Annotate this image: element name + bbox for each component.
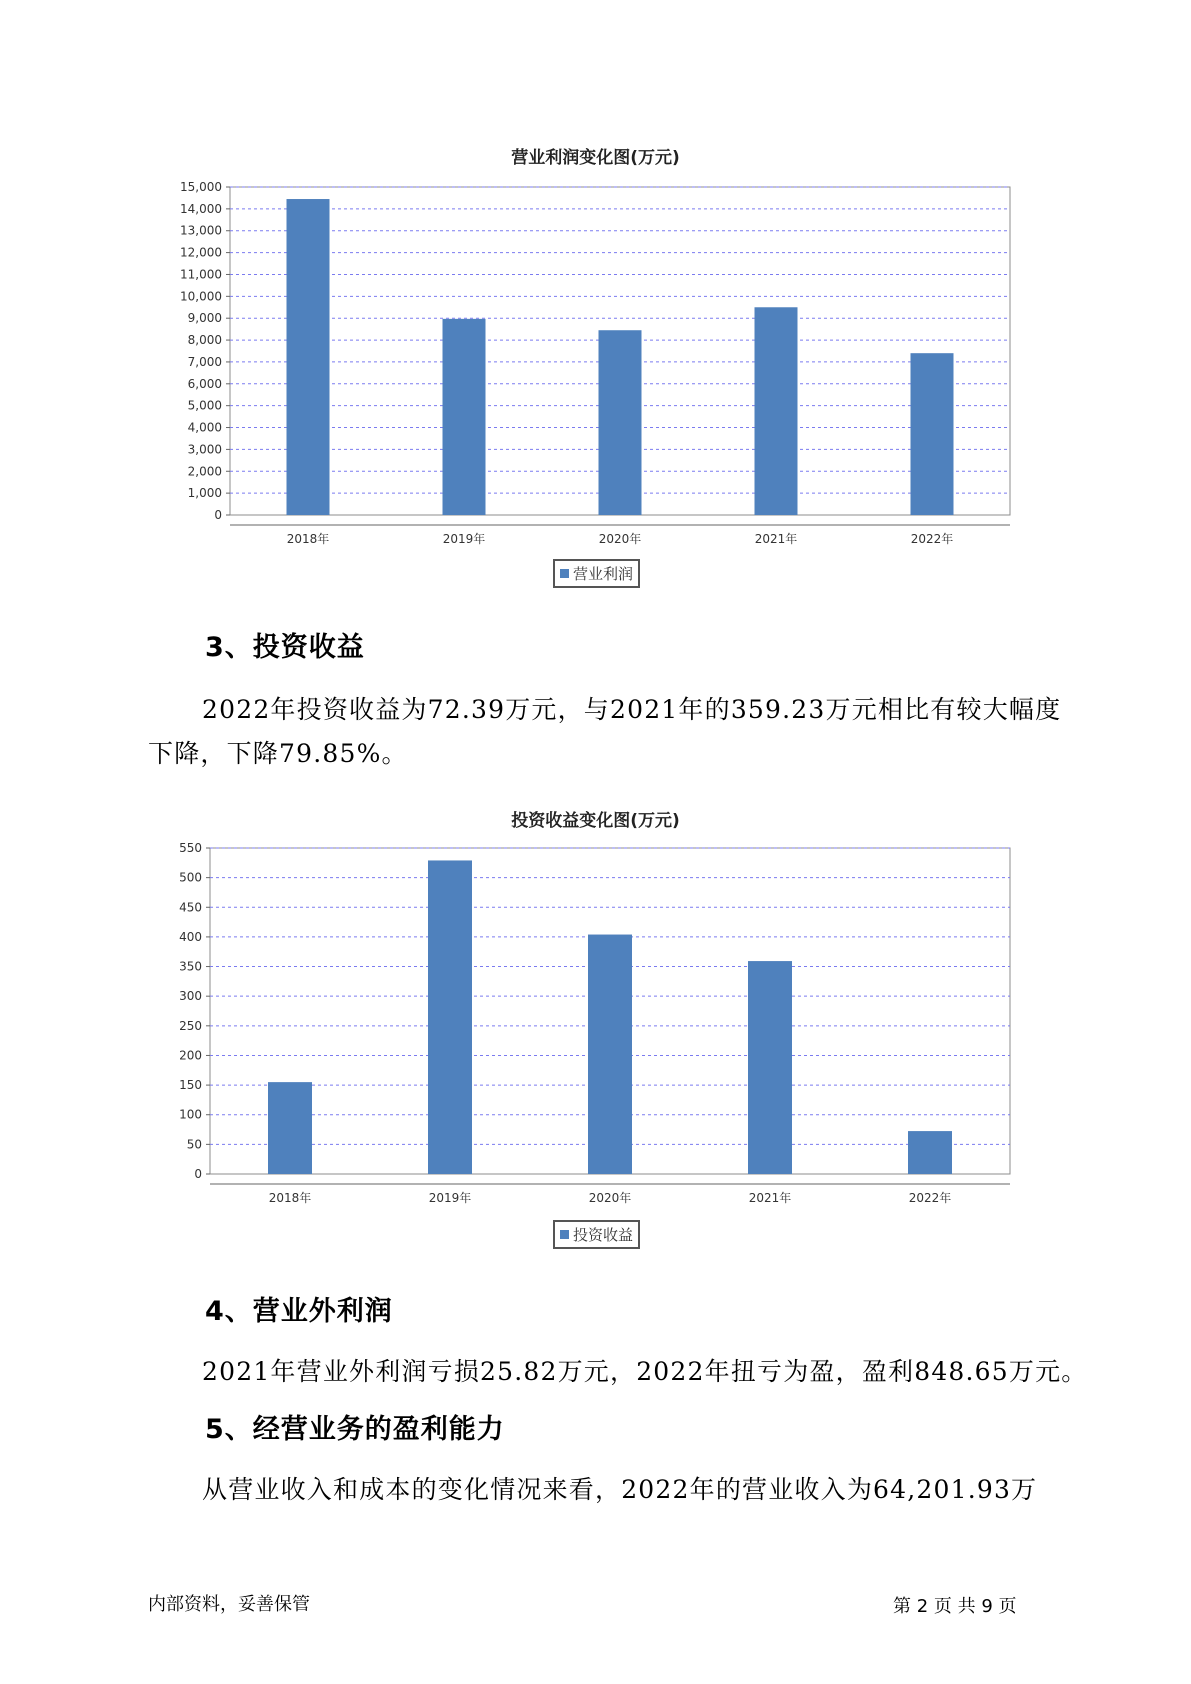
y-tick-label: 12,000 — [180, 245, 222, 260]
footer-left: 内部资料，妥善保管 — [148, 1594, 310, 1615]
y-tick-label: 7,000 — [187, 354, 222, 369]
y-tick-label: 10,000 — [180, 289, 222, 304]
y-tick-label: 15,000 — [180, 180, 222, 194]
x-tick-label: 2020年 — [598, 532, 642, 546]
bar-2022年 — [911, 353, 954, 515]
y-tick-label: 14,000 — [180, 201, 222, 216]
y-tick-label: 550 — [179, 841, 202, 855]
y-tick-label: 150 — [179, 1078, 202, 1093]
bar-2021年 — [748, 961, 792, 1174]
chart1-title: 营业利润变化图(万元) — [511, 148, 680, 168]
bar-2020年 — [588, 935, 632, 1174]
chart2-legend-label: 投资收益 — [573, 1226, 634, 1244]
section-3-line-2: 下降，下降79.85%。 — [148, 739, 408, 768]
y-tick-label: 250 — [179, 1018, 202, 1033]
section-4-line-1: 2021年营业外利润亏损25.82万元，2022年扭亏为盈，盈利848.65万元。 — [202, 1357, 1088, 1386]
x-tick-label: 2021年 — [748, 1191, 792, 1205]
bar-2020年 — [599, 330, 642, 515]
x-tick-label: 2021年 — [754, 532, 798, 546]
y-tick-label: 4,000 — [187, 420, 222, 435]
bar-2022年 — [908, 1131, 952, 1174]
bar-2019年 — [428, 860, 472, 1174]
y-tick-label: 0 — [214, 508, 222, 522]
bar-2018年 — [268, 1082, 312, 1174]
bar-2021年 — [755, 307, 798, 515]
investment-income-chart — [0, 830, 1191, 1250]
section-5-heading: 5、经营业务的盈利能力 — [205, 1414, 505, 1445]
y-tick-label: 13,000 — [180, 223, 222, 238]
x-tick-label: 2018年 — [268, 1191, 312, 1205]
y-tick-label: 100 — [179, 1107, 202, 1122]
section-3-heading: 3、投资收益 — [205, 632, 365, 663]
y-tick-label: 8,000 — [187, 333, 222, 348]
section-4-heading: 4、营业外利润 — [205, 1296, 393, 1327]
footer-right: 第 2 页 共 9 页 — [893, 1596, 1017, 1617]
y-tick-label: 2,000 — [187, 464, 222, 479]
y-tick-label: 200 — [179, 1048, 202, 1063]
x-tick-label: 2022年 — [910, 532, 954, 546]
x-tick-label: 2020年 — [588, 1191, 632, 1205]
x-tick-label: 2018年 — [286, 532, 330, 546]
x-tick-label: 2022年 — [908, 1191, 952, 1205]
y-tick-label: 3,000 — [187, 442, 222, 457]
operating-profit-chart — [0, 160, 1191, 580]
y-tick-label: 300 — [179, 989, 202, 1004]
y-tick-label: 450 — [179, 900, 202, 915]
section-5-line-1: 从营业收入和成本的变化情况来看，2022年的营业收入为64,201.93万 — [202, 1475, 1038, 1504]
chart2-title: 投资收益变化图(万元) — [511, 811, 680, 831]
y-tick-label: 500 — [179, 870, 202, 885]
x-tick-label: 2019年 — [428, 1191, 472, 1205]
y-tick-label: 400 — [179, 929, 202, 944]
y-tick-label: 50 — [186, 1137, 202, 1152]
y-tick-label: 5,000 — [187, 398, 222, 413]
section-3-line-1: 2022年投资收益为72.39万元，与2021年的359.23万元相比有较大幅度 — [202, 695, 1062, 724]
bar-2018年 — [287, 199, 330, 515]
chart1-legend-label: 营业利润 — [573, 565, 634, 583]
chart2-legend — [553, 1220, 640, 1249]
legend-swatch — [560, 569, 569, 578]
legend-swatch — [560, 1230, 569, 1239]
y-tick-label: 6,000 — [187, 376, 222, 391]
y-tick-label: 11,000 — [180, 267, 222, 282]
y-tick-label: 350 — [179, 959, 202, 974]
y-tick-label: 9,000 — [187, 311, 222, 326]
chart1-legend — [553, 559, 640, 588]
y-tick-label: 1,000 — [187, 486, 222, 501]
y-tick-label: 0 — [194, 1167, 202, 1181]
bar-2019年 — [443, 319, 486, 515]
x-tick-label: 2019年 — [442, 532, 486, 546]
